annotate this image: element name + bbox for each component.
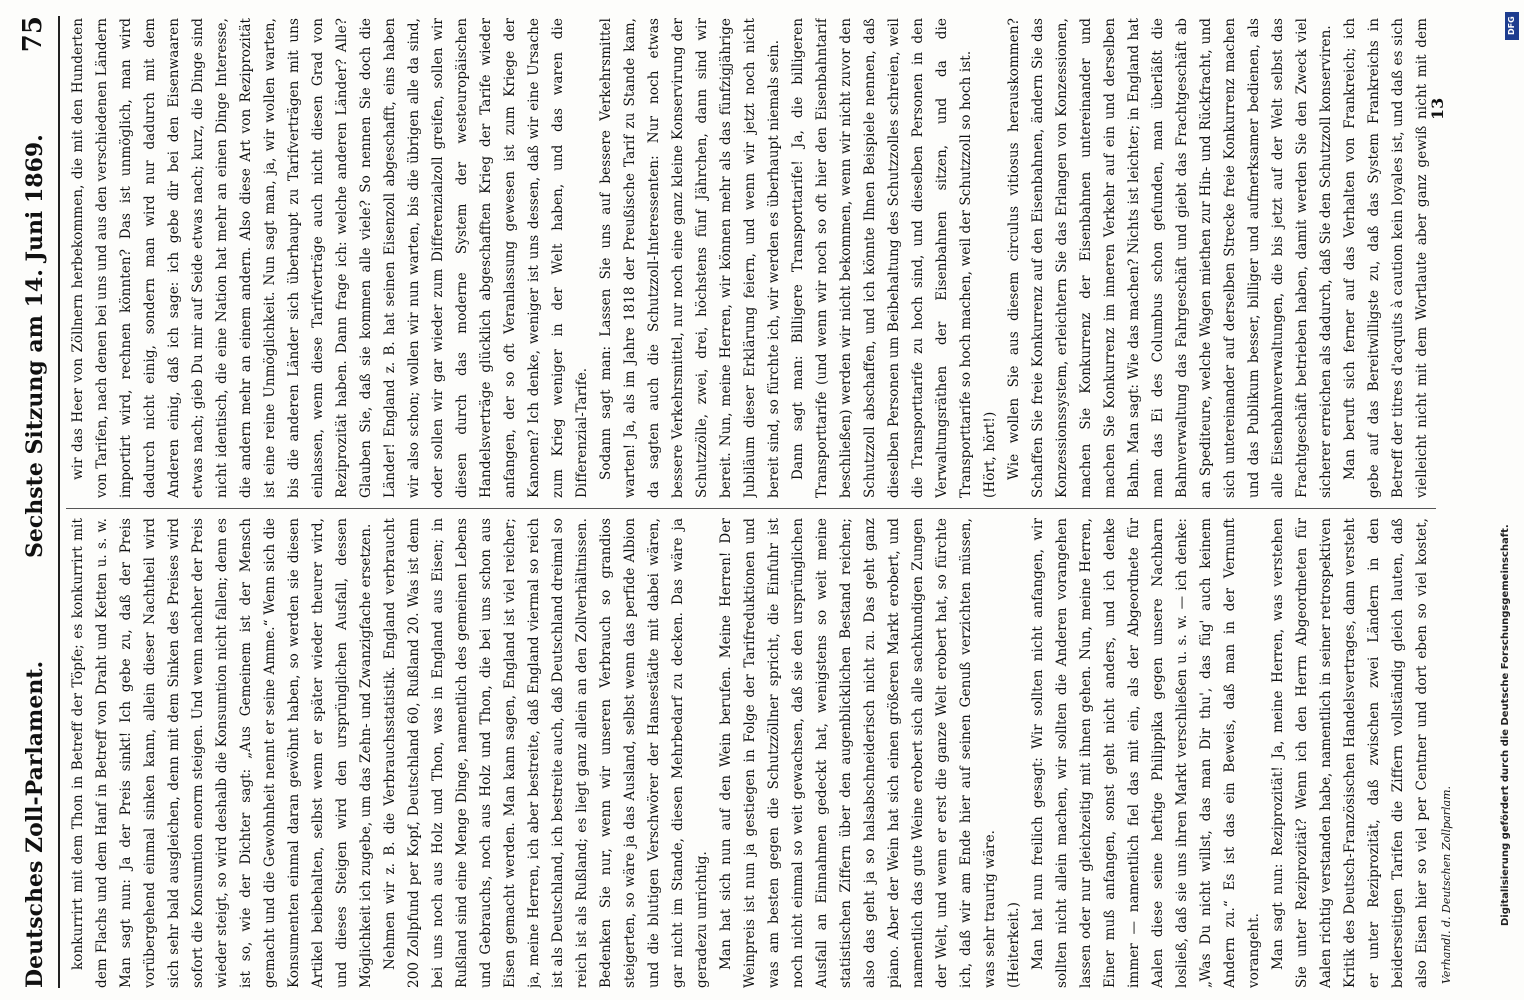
digitization-notice: Digitalisierung gefördert durch die Deutsche Forschungsgemeinschaft. xyxy=(1500,524,1511,926)
text-column-left xyxy=(66,518,1436,988)
dfg-logo-icon: DFG xyxy=(1505,12,1519,40)
paragraph: Man hat sich nun auf den Wein berufen. Meine Herren! Der Weinpreis ist nun ja gestiegen in Folge der Tarifreduktionen und was am besten gegen die Schutzzöllner spricht, die Einfuhr ist noch nicht einmal so weit gewachsen, daß sie den ursprünglichen Ausfall an Einnahmen gedeckt hat, wenigstens so weit meine statistischen Ziffern über den augenblicklichen Bestand reichen; also das geht ja so halsabschneiderisch nicht zu. Das geht ganz piano. Aber der Wein hat sich einen größeren Markt erobert, und namentlich das gute Weine erobert sich alle sachkundigen Zungen der Welt, und wenn er erst die ganze Welt erobert hat, so fürchte ich, daß wir am Ende hier auf seinen Genuß verzichten müssen, was sehr traurig wäre. xyxy=(718,518,998,988)
header-rule xyxy=(58,16,60,988)
paragraph: Dann sagt man: Billigere Transporttarife! Ja, die billigeren Transporttarife (und wenn wir noch so oft hier den Eisenbahntarif beschließen) werden wir nicht bekommen, wenn wir nicht zuvor den Schutzzoll abschaffen, und ich könnte Ihnen Beispiele nennen, daß dieselben Personen um Beibehaltung des Schutzzolles schreien, weil die Transporttarife zu hoch sind, und dieselben Personen in den Verwaltungsräthen der Eisenbahnen sitzen, und da die Transporttarife so hoch machen, weil der Schutzzoll so hoch ist. xyxy=(790,18,974,498)
interjection: (Hört, hört!) xyxy=(982,411,998,498)
signature-line: Verhandl. d. Deutschen Zollparlam. xyxy=(1440,786,1453,984)
paragraph: Wie wollen Sie aus diesem circulus vitiosus herauskommen? Schaffen Sie freie Konkurrenz auf den Eisenbahnen, ändern Sie das Konzessionssystem, erleichtern Sie das Erlangen von Konzessionen, machen Sie Konkurrenz der Eisenbahnen untereinander und machen Sie Konkurrenz im inneren Verkehr auf ein und derselben Bahn. Man sagt: Wie das machen? Nichts ist leichter; in England hat man das Ei des Columbus schon gefunden, man überläßt die Bahnverwaltung das Fahrgeschäft und giebt das Frachtgeschäft ab an Spediteure, welche Wagen miethen zur Hin- und Rückfracht, und sich untereinander auf derselben Strecke freie Konkurrenz machen und das Publikum besser, billiger und aufmerksamer bedienen, als alle Eisenbahnverwaltungen, die bis jetzt auf der Welt selbst das Frachtgeschäft betrieben haben, damit werden Sie den Zweck viel sicherer erreichen als dadurch, daß Sie den Schutzzoll konserviren. xyxy=(1006,18,1334,498)
footer-page-number: 13 xyxy=(1428,97,1447,120)
header-title-left: Deutsches Zoll-Parlament. xyxy=(22,660,48,988)
paragraph: Nehmen wir z. B. die Verbrauchsstatistik. England verbraucht 200 Zollpfund per Kopf, Deutschland 60, Rußland 20. Was ist denn bei uns noch aus Holz und Thon, was in England aus Eisen; in Rußland sind eine Menge Dinge, namentlich des gemeinen Lebens und Gebrauchs, noch aus Holz und Thon, die bei uns schon aus Eisen gemacht werden. Man kann sagen, England ist viel reicher; ja, meine Herren, ich aber bestreite, daß England viermal so reich ist als Deutschland, ich bestreite auch, daß Deutschland dreimal so reich ist als Rußland; es liegt ganz allein an den Zollverhältnissen. Bedenken Sie nur, wenn wir unseren Verbrauch so grandios steigerten, so wäre ja das Ausland, selbst wenn das perfide Albion und die blutigen Verschwörer der Hansestädte mit dabei wären, gar nicht im Stande, diesen Mehrbedarf zu decken. Das wäre ja geradezu unrichtig. xyxy=(382,518,710,988)
paragraph: Man sagt nun: Reziprozität! Ja, meine Herren, was verstehen Sie unter Reziprozität? Wenn ich den Herrn Abgeordneten für Aalen richtig verstanden habe, namentlich in seiner retrospektiven Kritik des Deutsch-Französischen Handelsvertrages, dann versteht er unter Reziprozität, daß zwischen zwei Ländern in den beiderseitigen Tarifen die Ziffern vollständig gleich lauten, daß also Eisen hier so viel per Centner und dort eben so viel kostet, xyxy=(1270,518,1430,988)
paragraph: Sodann sagt man: Lassen Sie uns auf bessere Verkehrsmittel warten! Ja, als im Jahre 1818 der Preußische Tarif zu Stande kam, da sagten auch die Schutzzoll-Interessenten: Nur noch etwas bessere Verkehrsmittel, nur noch eine ganz kleine Konservirung der Schutzzölle, zwei, drei, höchstens fünf Jährchen, dann sind wir bereit. Nun, meine Herren, wir können mehr als das fünfzigjährige Jubiläum dieser Erklärung feiern, und wenn wir jetzt noch nicht bereit sind, so fürchte ich, wir werden es überhaupt niemals sein. xyxy=(598,18,782,498)
page-header xyxy=(8,16,58,988)
interjection: (Heiterkeit.) xyxy=(1006,902,1022,988)
paragraph: Man hat nun freilich gesagt: Wir sollten nicht anfangen, wir sollten nicht allein machen, wir sollten die Anderen vorangehen lassen oder nur gleichzeitig mit ihnen gehen. Nun, meine Herren, Einer muß anfangen, sonst geht nicht anders, und ich denke immer — namentlich fiel das mit ein, als der Abgeordnete für Aalen diese seine heftige Philippika gegen unsere Nachbarn losließ, daß sie uns ihren Markt verschließen u. s. w. — ich denke: „Was Du nicht willst, das man Dir thu', das füg' auch keinem Andern zu.“ Es ist das ein Beweis, daß man in der Vernunft vorangeht. xyxy=(1030,518,1262,988)
text-column-right xyxy=(66,18,1436,498)
paragraph: konkurrirt mit dem Thon in Betreff der Töpfe; es konkurrirt mit dem Flachs und dem Hanf in Betreff von Draht und Ketten u. s. w. Man sagt nun: Ja der Preis sinkt! Ich gebe zu, daß der Preis vorübergehend einmal sinken kann, allein dieser Nachtheil wird sich sehr bald ausgleichen, denn mit dem Sinken des Preises wird sofort die Konsumtion enorm steigen. Und wenn nachher der Preis wieder steigt, so wird deshalb die Konsumtion nicht fallen; denn es ist so, wie der Dichter sagt: „Aus Gemeinem ist der Mensch gemacht und die Gewohnheit nennt er seine Amme.“ Wenn sich die Konsumenten einmal daran gewöhnt haben, so werden sie diesen Artikel beibehalten, selbst wenn er später wieder theurer wird, und dieses Steigen wird den ursprünglichen Ausfall, dessen Möglichkeit ich zugebe, um das Zehn- und Zwanzigfache ersetzen. xyxy=(70,518,374,988)
header-session-title: Sechste Sitzung am 14. Juni 1869. xyxy=(22,134,48,558)
column-divider-lower xyxy=(1166,508,1436,509)
paragraph: Man beruft sich ferner auf das Verhalten von Frankreich; ich gebe auf das Bereitwilligste zu, daß das System Frankreichs in Betreff der titres d'acquits à caution kein loyales ist, und daß es sich vielleicht nicht mit dem Wortlaute aber ganz gewiß nicht mit dem xyxy=(1342,18,1430,498)
header-page-number: 75 xyxy=(18,16,48,53)
column-divider xyxy=(66,508,1166,509)
paragraph: wir das Heer von Zöllnern herbekommen, die mit den Hunderten von Tarifen, nach denen bei uns und aus den verschiedenen Ländern importirt wird, rechnen könnten? Das ist unmöglich, man wird dadurch nicht einig, sondern man wird nur dadurch mit dem Anderen einig, daß ich sage: ich gebe dir bei den Eisenwaaren etwas nach; gieb Du mir auf Seide etwas nach; kurz, die Dinge sind nicht identisch, die eine Nation hat mehr an einen Dinge Interesse, die andern mehr an einem andern. Also diese Art von Reziprozität ist eine reine Unmöglichkeit. Nun sagt man, ja, wir wollen warten, bis die anderen Länder sich überhaupt zu Tarifverträgen mit uns einlassen, wenn diese Tarifverträge auch nicht diesen Grad von Reziprozität haben. Dann frage ich: welche anderen Länder? Alle? Glauben Sie, daß sie kommen alle viele? So nennen Sie doch die Länder! England z. B. hat seinen Eisenzoll abgeschafft, eins haben wir also schon; wollen wir nun warten, bis die übrigen alle da sind, oder sollen wir gar wieder zum Differenzialzoll greifen, sollen wir diesen durch das moderne System der westeuropäischen Handelsverträge glücklich abgeschafften Krieg der Tarife wieder anfangen, der so oft Veranlassung gewesen ist zum Kriege der Kanonen? Ich denke, weniger ist uns dessen, daß wir eine Ursache zum Krieg weniger in der Welt haben, und das waren die Differenzial-Tarife. xyxy=(70,18,590,498)
